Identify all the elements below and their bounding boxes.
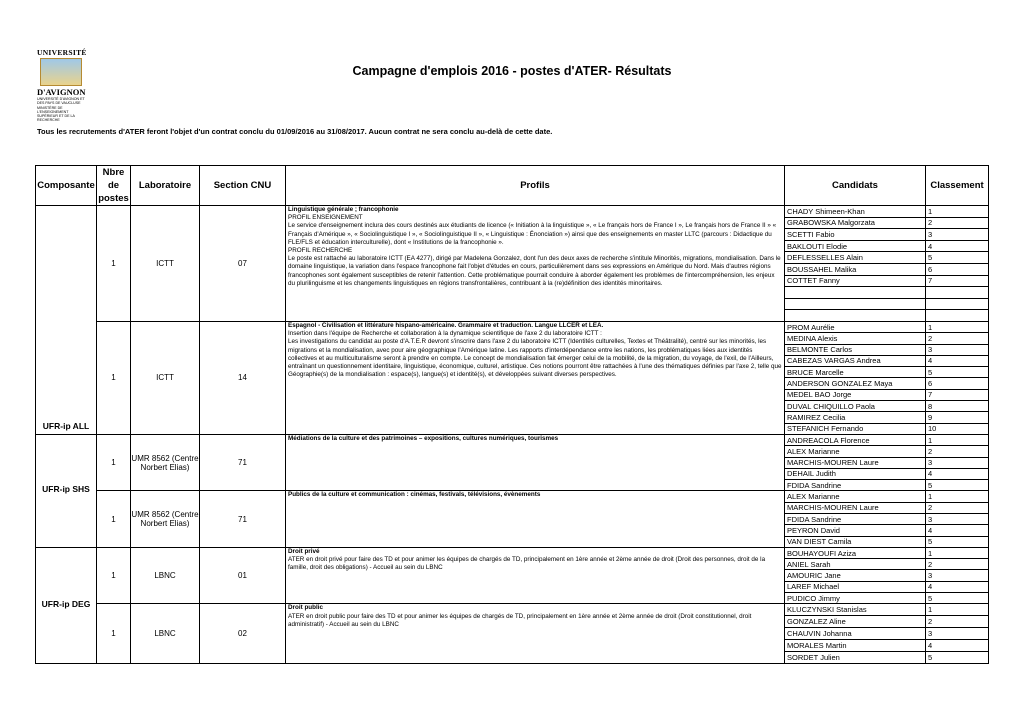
candidate-rank: 5 <box>926 652 989 664</box>
candidate-name: VAN DIEST Camila <box>785 536 926 547</box>
profil-text: PROFIL ENSEIGNEMENT <box>288 214 363 222</box>
candidate-name: MARCHIS-MOUREN Laure <box>785 457 926 468</box>
candidate-name: BELMONTE Carlos <box>785 344 926 355</box>
profil-text: ATER en droit privé pour faire des TD et pour animer les équipes de chargés de TD, principalement en 1ère année et 2ème année de droit (Droit des personnes, droit de la famille, droit des obligations) - Accueil au sein du LBNC <box>288 556 766 572</box>
nbre-cell: 1 <box>97 206 131 322</box>
composante-cell: UFR-ip DEG <box>36 547 97 663</box>
candidate-rank: 3 <box>926 457 989 468</box>
candidate-name: CABEZAS VARGAS Andrea <box>785 355 926 366</box>
candidate-name: DEHAIL Judith <box>785 468 926 479</box>
composante-cell: UFR-ip ALL <box>36 206 97 435</box>
header-profils: Profils <box>286 166 785 206</box>
results-table <box>35 165 989 664</box>
candidate-rank: 4 <box>926 240 989 252</box>
profil-text: Les investigations du candidat au poste d'A.T.E.R devront s'inscrire dans l'axe 2 du laboratoire ICTT (Identités culturelles, Textes et Théâtralité), centré sur les minorités, les migrations et la mondialisation, avec pour aire géographique l'Amérique latine. Les rapports d'interdépendance entre les nations, les problématiques liées aux identités collectives et au multiculturalisme seront à prendre en compte. Le concept de mondialisation fait émerger celui de la mobilité, de la migration, du voyage, de l'exil, de l'Ailleurs, entraînant un questionnement identitaire, linguistique, économique, culturel, artistique. Ces notions pourront être rattachées à l'une des thématiques définies par l'axe 2, telle que Géographie(s) de la mondialisation : espace(s), langue(s) et identité(s), et développées suivant diverses perspectives. <box>288 338 782 379</box>
candidate-rank: 6 <box>926 263 989 275</box>
header-classement: Classement <box>926 166 989 206</box>
candidate-name: LAREF Michael <box>785 581 926 592</box>
candidate-name: BRUCE Marcelle <box>785 367 926 378</box>
candidate-rank: 1 <box>926 491 989 502</box>
nbre-cell: 1 <box>97 491 131 547</box>
candidate-rank: 9 <box>926 412 989 423</box>
page-title: Campagne d'emplois 2016 - postes d'ATER- Résultats <box>352 64 672 78</box>
labo-cell: UMR 8562 (Centre Norbert Elias) <box>131 491 200 547</box>
header-nbre: Nbre de postes <box>98 167 129 204</box>
candidate-name: RAMIREZ Cecilia <box>785 412 926 423</box>
candidate-name: STEFANICH Fernando <box>785 423 926 434</box>
table-row <box>36 321 989 332</box>
candidate-name: ANDERSON GONZALEZ Maya <box>785 378 926 389</box>
candidate-rank: 3 <box>926 513 989 524</box>
profil-title: Droit public <box>288 604 323 612</box>
table-row <box>36 547 989 558</box>
candidate-name: CHADY Shimeen-Khan <box>785 206 926 218</box>
profil-cell <box>286 206 785 322</box>
nbre-cell: 1 <box>97 321 131 434</box>
labo-cell: UMR 8562 (Centre Norbert Elias) <box>131 434 200 490</box>
profil-text: Insertion dans l'équipe de Recherche et collaboration à la dynamique scientifique de l'axe 2 du laboratoire ICTT : <box>288 330 602 338</box>
candidate-name: GONZALEZ Aline <box>785 616 926 628</box>
header-composante: Composante <box>36 166 97 206</box>
candidate-name <box>785 298 926 310</box>
candidate-rank: 2 <box>926 333 989 344</box>
profil-cell <box>286 547 785 603</box>
candidate-name <box>785 287 926 299</box>
candidate-name: MARCHIS-MOUREN Laure <box>785 502 926 513</box>
university-logo <box>37 48 85 130</box>
profil-title: Espagnol - Civilisation et littérature hispano-américaine. Grammaire et traduction. Langue LLCER et LEA. <box>288 321 604 329</box>
labo-cell: ICTT <box>131 206 200 322</box>
candidate-rank: 2 <box>926 502 989 513</box>
logo-line-1: UNIVERSITÉ <box>37 48 87 57</box>
profil-text: Le poste est rattaché au laboratoire ICTT (EA 4277), dirigé par Madelena Gonzalez, dont l'un des deux axes de recherche s'intitule Minorités, migrations, mondialisation. Dans le domaine linguistique, la variation dans l'espace francophone fait l'objet d'études en cours, particulièrement dans ses expressions en Amérique du Nord. Mais d'autres régions francophones sont également susceptibles de retenir l'attention. Cette problématique pourrait conduire à aborder également les problèmes de l'intercompréhension, les enjeux du plurilinguisme et les changements linguistiques en régions transfrontalières, contribuant à la (re)définition des identités minoritaires. <box>288 255 781 287</box>
composante-cell: UFR-ip SHS <box>36 434 97 547</box>
table-row <box>36 491 989 502</box>
profil-text: PROFIL RECHERCHE <box>288 247 353 255</box>
candidate-name: MEDEL BAO Jorge <box>785 389 926 400</box>
candidate-rank: 5 <box>926 252 989 264</box>
labo-cell: LBNC <box>131 547 200 603</box>
candidate-name: BOUHAYOUFI Aziza <box>785 547 926 558</box>
header-candidats: Candidats <box>785 166 926 206</box>
candidate-name: AMOURIC Jane <box>785 570 926 581</box>
candidate-rank: 1 <box>926 547 989 558</box>
table-row <box>36 604 989 616</box>
candidate-name: PROM Aurélie <box>785 321 926 332</box>
candidate-name: DUVAL CHIQUILLO Paola <box>785 401 926 412</box>
contract-note: Tous les recrutements d'ATER feront l'objet d'un contrat conclu du 01/09/2016 au 31/08/2017. Aucun contrat ne sera conclu au-delà de cette date. <box>37 127 553 136</box>
profil-title: Publics de la culture et communication : cinémas, festivals, télévisions, évènements <box>288 491 541 499</box>
candidate-name: GRABOWSKA Malgorzata <box>785 217 926 229</box>
candidate-name: FDIDA Sandrine <box>785 480 926 491</box>
candidate-name: MEDINA Alexis <box>785 333 926 344</box>
candidate-name: COTTET Fanny <box>785 275 926 287</box>
candidate-name: ANIEL Sarah <box>785 559 926 570</box>
section-cell: 14 <box>200 321 286 434</box>
nbre-cell: 1 <box>97 547 131 603</box>
candidate-rank: 4 <box>926 581 989 592</box>
profil-text: ATER en droit public pour faire des TD et pour animer les équipes de chargés de TD, principalement en 1ère année et 2ème année de droit (Droit constitutionnel, droit administratif) - Accueil au sein du LBNC <box>288 612 752 628</box>
candidate-name: CHAUVIN Johanna <box>785 628 926 640</box>
candidate-name <box>785 310 926 322</box>
labo-cell: LBNC <box>131 604 200 664</box>
profil-text: Le service d'enseignement inclura des cours destinés aux étudiants de licence (« Initiation à la linguistique », « Le français hors de France I », Le français hors de France II » « Français d'Amérique », « Sociolinguistique I », « Sociolinguistique II », « Linguistique : Énonciation ») ainsi que des enseignements en master LLTC (parcours : Didactique du FLE/FLS et éducation interculturelle), dont « Institutions de la francophonie ». <box>288 222 777 246</box>
candidate-rank: 10 <box>926 423 989 434</box>
candidate-rank: 4 <box>926 468 989 479</box>
profil-title: Droit privé <box>288 547 320 555</box>
candidate-name: SCETTI Fabio <box>785 229 926 241</box>
candidate-rank: 5 <box>926 367 989 378</box>
candidate-rank: 5 <box>926 480 989 491</box>
candidate-rank <box>926 298 989 310</box>
candidate-rank: 3 <box>926 628 989 640</box>
candidate-rank: 1 <box>926 604 989 616</box>
candidate-rank: 2 <box>926 446 989 457</box>
labo-cell: ICTT <box>131 321 200 434</box>
candidate-rank: 3 <box>926 344 989 355</box>
header-section: Section CNU <box>200 166 286 206</box>
candidate-name: ALEX Marianne <box>785 446 926 457</box>
section-cell: 02 <box>200 604 286 664</box>
profil-title: Linguistique générale ; francophonie <box>288 206 399 213</box>
candidate-name: BAKLOUTI Elodie <box>785 240 926 252</box>
candidate-name: SORDET Julien <box>785 652 926 664</box>
candidate-rank: 7 <box>926 389 989 400</box>
candidate-name: ANDREACOLA Florence <box>785 434 926 445</box>
candidate-rank: 3 <box>926 229 989 241</box>
profil-cell <box>286 321 785 434</box>
candidate-name: MORALES Martin <box>785 640 926 652</box>
candidate-rank: 5 <box>926 593 989 604</box>
candidate-rank <box>926 287 989 299</box>
profil-title: Médiations de la culture et des patrimoines – expositions, cultures numériques, tourismes <box>288 434 559 442</box>
candidate-name: BOUSSAHEL Malika <box>785 263 926 275</box>
logo-line-3: UNIVERSITÉ D'AVIGNON ET DES PAYS DE VAUCLUSE <box>37 97 85 106</box>
candidate-name: ALEX Marianne <box>785 491 926 502</box>
candidate-rank: 6 <box>926 378 989 389</box>
section-cell: 71 <box>200 491 286 547</box>
candidate-rank: 7 <box>926 275 989 287</box>
candidate-rank: 8 <box>926 401 989 412</box>
candidate-rank: 2 <box>926 559 989 570</box>
candidate-rank: 4 <box>926 355 989 366</box>
candidate-rank: 4 <box>926 640 989 652</box>
candidate-rank: 2 <box>926 616 989 628</box>
candidate-name: KLUCZYNSKI Stanislas <box>785 604 926 616</box>
section-cell: 71 <box>200 434 286 490</box>
section-cell: 01 <box>200 547 286 603</box>
table-row <box>36 206 989 218</box>
profil-cell <box>286 434 785 490</box>
table-row <box>36 434 989 445</box>
candidate-name: PEYRON David <box>785 525 926 536</box>
candidate-name: DEFLESSELLES Alain <box>785 252 926 264</box>
candidate-rank: 2 <box>926 217 989 229</box>
section-cell: 07 <box>200 206 286 322</box>
candidate-rank: 3 <box>926 570 989 581</box>
profil-cell <box>286 491 785 547</box>
candidate-rank: 1 <box>926 206 989 218</box>
nbre-cell: 1 <box>97 604 131 664</box>
candidate-rank: 1 <box>926 434 989 445</box>
candidate-name: PUDICO Jimmy <box>785 593 926 604</box>
profil-cell <box>286 604 785 664</box>
header-laboratoire: Laboratoire <box>131 166 200 206</box>
candidate-rank: 4 <box>926 525 989 536</box>
candidate-rank: 1 <box>926 321 989 332</box>
candidate-rank <box>926 310 989 322</box>
candidate-name: FDIDA Sandrine <box>785 513 926 524</box>
candidate-rank: 5 <box>926 536 989 547</box>
table-body <box>36 206 989 664</box>
nbre-cell: 1 <box>97 434 131 490</box>
logo-line-4: MINISTÈRE DE L'ENSEIGNEMENT SUPÉRIEUR ET DE LA RECHERCHE <box>37 105 75 123</box>
logo-line-2: D'AVIGNON <box>37 87 86 97</box>
